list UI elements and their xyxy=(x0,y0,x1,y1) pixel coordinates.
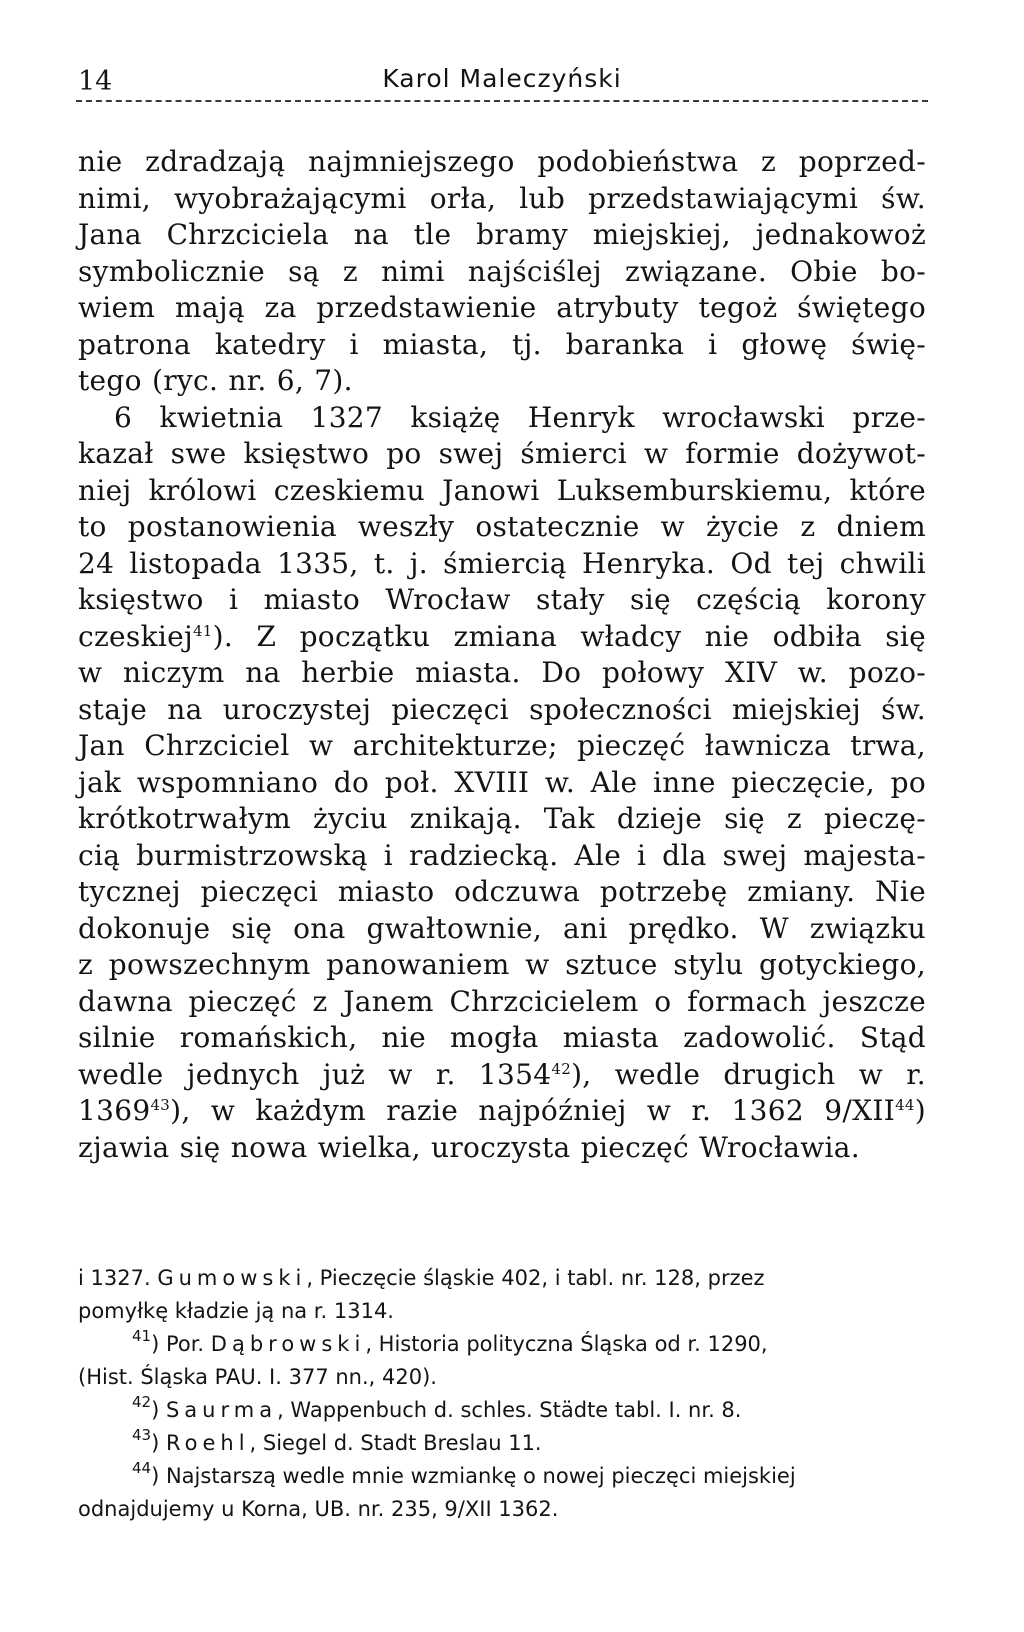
header-rule xyxy=(76,100,928,102)
footnote-text: ) Najstarszą wedle mnie wzmiankę o nowej pieczęci miejskiej xyxy=(151,1464,796,1488)
text-line: 24 listopada 1335, t. j. śmiercią Henryka. Od tej chwili xyxy=(78,546,926,580)
footnote-ref: 42 xyxy=(551,1059,572,1078)
footnote-text: , Wappenbuch d. schles. Städte tabl. I. nr. 8. xyxy=(277,1398,742,1422)
text-fragment: wedle jednych już w r. 1354 xyxy=(78,1057,552,1091)
footnote-41 xyxy=(78,1328,926,1361)
text-line: symbolicznie są z nimi najściślej związane. Obie bo- xyxy=(78,254,926,288)
footnote-text: , Historia polityczna Śląska od r. 1290, xyxy=(365,1332,768,1356)
text-line: 6 kwietnia 1327 książę Henryk wrocławski prze- xyxy=(114,400,926,434)
footnote-author: Gumowski xyxy=(157,1266,307,1290)
page-number: 14 xyxy=(78,66,113,97)
text-line: kazał swe księstwo po swej śmierci w formie dożywot- xyxy=(78,437,926,470)
footnote-text: , Siegel d. Stadt Breslau 11. xyxy=(249,1431,542,1455)
footnote-text: ) xyxy=(151,1398,166,1422)
footnote-number: 41 xyxy=(132,1327,152,1345)
text-line: staje na uroczystej pieczęci społeczności miejskiej św. xyxy=(78,692,926,726)
text-fragment: ), wedle drugich w r. xyxy=(571,1057,926,1091)
text-line: dokonuje się ona gwałtownie, ani prędko. W związku xyxy=(78,911,926,945)
text-line: tego (ryc. nr. 6, 7). xyxy=(78,364,353,397)
text-fragment: czeskiej xyxy=(78,619,193,653)
footnote-text: , Pieczęcie śląskie 402, i tabl. nr. 128, przez xyxy=(306,1266,765,1290)
footnote-text: ) Por. xyxy=(151,1332,211,1356)
footnote-number: 44 xyxy=(132,1459,152,1477)
footnote-43 xyxy=(78,1427,926,1460)
footnote-44 xyxy=(78,1460,926,1493)
text-line xyxy=(78,1057,926,1094)
text-line: to postanowienia weszły ostatecznie w życie z dniem xyxy=(78,510,926,543)
footnote-ref: 44 xyxy=(895,1096,915,1114)
running-head: Karol Maleczyński xyxy=(382,64,622,93)
text-line: krótkotrwałym życiu znikają. Tak dzieje się z pieczę- xyxy=(78,802,926,835)
footnote-number: 42 xyxy=(132,1393,152,1411)
footnote-text: ) xyxy=(151,1431,166,1455)
footnote-continued-line: pomyłkę kładzie ją na r. 1314. xyxy=(78,1299,394,1323)
text-line: niej królowi czeskiemu Janowi Luksemburskiemu, które xyxy=(78,473,926,507)
text-fragment: 1369 xyxy=(78,1094,151,1127)
text-line: cią burmistrzowską i radziecką. Ale i dla swej majesta- xyxy=(78,838,926,872)
text-line: Jana Chrzciciela na tle bramy miejskiej, jednakowoż xyxy=(78,218,926,251)
text-fragment: ) xyxy=(914,1094,926,1127)
text-line: patrona katedry i miasta, tj. baranka i głowę świę- xyxy=(78,327,926,361)
text-line: jak wspomniano do poł. XVIII w. Ale inne pieczęcie, po xyxy=(78,765,926,799)
text-line: Jan Chrzciciel w architekturze; pieczęć ławnicza trwa, xyxy=(78,729,926,762)
footnote-continued xyxy=(78,1262,926,1295)
text-line: silnie romańskich, nie mogła miasta zadowolić. Stąd xyxy=(78,1021,926,1054)
text-fragment: ). Z początku zmiana władcy nie odbiła się xyxy=(212,619,926,653)
body-text xyxy=(78,144,926,1166)
footnote-text: i 1327. xyxy=(78,1266,158,1290)
footnote-ref: 43 xyxy=(150,1096,171,1114)
footnote-number: 43 xyxy=(132,1426,152,1444)
text-line: dawna pieczęć z Janem Chrzcicielem o formach jeszcze xyxy=(78,984,926,1018)
text-line: nie zdradzają najmniejszego podobieństwa z poprzed- xyxy=(78,145,926,178)
text-line: w niczym na herbie miasta. Do połowy XIV w. pozo- xyxy=(78,656,926,689)
page-header xyxy=(76,62,928,102)
text-line: nimi, wyobrażającymi orła, lub przedstawiającymi św. xyxy=(78,181,926,215)
footnote-author: Saurma xyxy=(165,1398,278,1422)
footnote-44-line2: odnajdujemy u Korna, UB. nr. 235, 9/XII 1362. xyxy=(78,1497,559,1521)
text-line: wiem mają za przedstawienie atrybuty tegoż świętego xyxy=(78,291,926,324)
text-fragment: ), w każdym razie najpóźniej w r. 1362 9/XII xyxy=(170,1094,896,1127)
text-line: zjawia się nowa wielka, uroczysta pieczęć Wrocławia. xyxy=(78,1130,860,1164)
footnote-ref: 41 xyxy=(192,621,213,640)
text-line xyxy=(78,619,926,656)
text-line: tycznej pieczęci miasto odczuwa potrzebę zmiany. Nie xyxy=(78,875,926,908)
footnote-author: Roehl xyxy=(165,1431,250,1455)
text-line: księstwo i miasto Wrocław stały się częścią korony xyxy=(78,583,926,616)
text-line: z powszechnym panowaniem w sztuce stylu gotyckiego, xyxy=(78,948,926,981)
text-line xyxy=(78,1093,926,1130)
footnote-41-line2: (Hist. Śląska PAU. I. 377 nn., 420). xyxy=(78,1365,437,1389)
footnote-author: Dąbrowski xyxy=(210,1332,366,1356)
footnote-42 xyxy=(78,1394,926,1427)
footnotes xyxy=(78,1262,926,1526)
